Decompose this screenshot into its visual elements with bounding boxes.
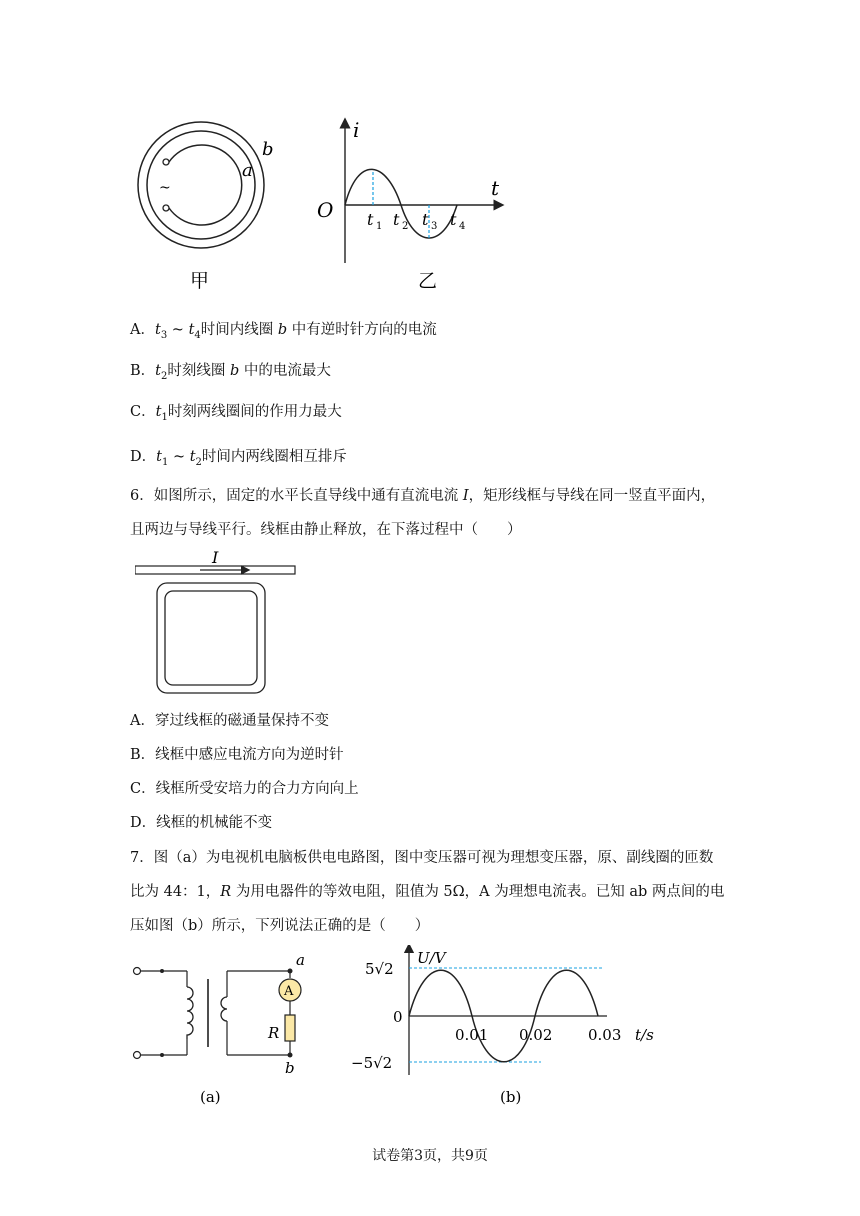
current-label: I bbox=[212, 550, 219, 567]
caption-yi: 乙 bbox=[418, 270, 438, 292]
secondary-coil bbox=[221, 997, 227, 1021]
figure-transformer-circuit bbox=[125, 945, 320, 1110]
q6-option-c: C．线框所受安培力的合力方向向上 bbox=[130, 781, 359, 797]
tick-t3 bbox=[422, 210, 437, 232]
ymax-label: 5√2 bbox=[365, 960, 394, 978]
q6-stem-line1: 6．如图所示，固定的水平长直导线中通有直流电流 I，矩形线框与导线在同一竖直平面内， bbox=[130, 488, 716, 504]
current-curve bbox=[345, 169, 457, 238]
frame-outer bbox=[157, 583, 265, 693]
figure-wire-frame bbox=[135, 550, 305, 698]
q5-option-a: A．$t_3$ ~ $t_4$时间内线圈 b 中有逆时针方向的电流 bbox=[130, 322, 437, 341]
svg-text:t: t bbox=[367, 210, 374, 229]
coil-b-label: b bbox=[262, 139, 274, 160]
page-footer: 试卷第3页，共9页 bbox=[372, 1148, 488, 1164]
svg-text:2: 2 bbox=[402, 221, 409, 232]
coil-b-outer bbox=[138, 122, 264, 248]
caption-a: (a) bbox=[200, 1088, 221, 1106]
tick-t4 bbox=[450, 210, 465, 232]
q6-option-d: D．线框的机械能不变 bbox=[130, 815, 273, 831]
svg-text:t: t bbox=[393, 210, 400, 229]
axis-u-label: U/V bbox=[417, 949, 446, 967]
resistor-label: R bbox=[268, 1024, 280, 1042]
q5-option-b: B．$t_2$时刻线圈 b 中的电流最大 bbox=[130, 363, 331, 382]
primary-terminal-top bbox=[134, 968, 141, 975]
coil-a bbox=[169, 145, 242, 225]
axis-i-label: i bbox=[353, 118, 360, 142]
terminal-bottom bbox=[163, 205, 169, 211]
node-b-label: b bbox=[285, 1059, 295, 1077]
q6-stem-line2: 且两边与导线平行。线框由静止释放，在下落过程中（ ） bbox=[130, 522, 522, 538]
q7-stem-line1: 7．图（a）为电视机电脑板供电电路图，图中变压器可视为理想变压器，原、副线圈的匝数 bbox=[130, 850, 714, 866]
q7-stem-line2: 比为 44：1，R 为用电器件的等效电阻，阻值为 5Ω，A 为理想电流表。已知 ab 两点间的电 bbox=[130, 884, 725, 900]
node-a-label: a bbox=[296, 951, 305, 969]
xtick-001: 0.01 bbox=[455, 1026, 489, 1044]
q6-option-a: A．穿过线框的磁通量保持不变 bbox=[130, 713, 329, 729]
origin-label: O bbox=[317, 198, 334, 222]
tick-t1 bbox=[367, 210, 382, 232]
svg-text:t: t bbox=[422, 210, 429, 229]
tick-t2 bbox=[393, 210, 408, 232]
q7-stem-line3: 压如图（b）所示，下列说法正确的是（ ） bbox=[130, 918, 430, 934]
q6-option-b: B．线框中感应电流方向为逆时针 bbox=[130, 747, 344, 763]
ammeter-label: A bbox=[284, 984, 294, 999]
figure-coils bbox=[130, 115, 290, 305]
primary-coil bbox=[187, 987, 193, 1039]
origin-label-b: 0 bbox=[393, 1008, 403, 1026]
terminal-top bbox=[163, 159, 169, 165]
figure-voltage-graph bbox=[345, 945, 665, 1110]
svg-text:1: 1 bbox=[376, 221, 383, 232]
caption-b: (b) bbox=[500, 1088, 522, 1106]
frame-inner bbox=[165, 591, 257, 685]
caption-jia: 甲 bbox=[190, 270, 210, 292]
svg-text:4: 4 bbox=[459, 221, 466, 232]
svg-text:3: 3 bbox=[431, 221, 438, 232]
resistor bbox=[285, 1015, 295, 1041]
ymin-label: −5√2 bbox=[351, 1054, 393, 1072]
primary-terminal-bottom bbox=[134, 1052, 141, 1059]
ac-symbol: ~ bbox=[159, 180, 171, 196]
coil-a-label: a bbox=[242, 160, 253, 181]
axis-t-label-b: t/s bbox=[635, 1026, 654, 1044]
xtick-003: 0.03 bbox=[588, 1026, 622, 1044]
svg-text:t: t bbox=[450, 210, 457, 229]
q5-option-d: D．$t_1$ ~ $t_2$时间内两线圈相互排斥 bbox=[130, 449, 347, 468]
figure-it-graph bbox=[305, 115, 515, 305]
xtick-002: 0.02 bbox=[519, 1026, 553, 1044]
q5-option-c: C．$t_1$时刻两线圈间的作用力最大 bbox=[130, 404, 342, 423]
axis-t-label: t bbox=[491, 176, 500, 200]
